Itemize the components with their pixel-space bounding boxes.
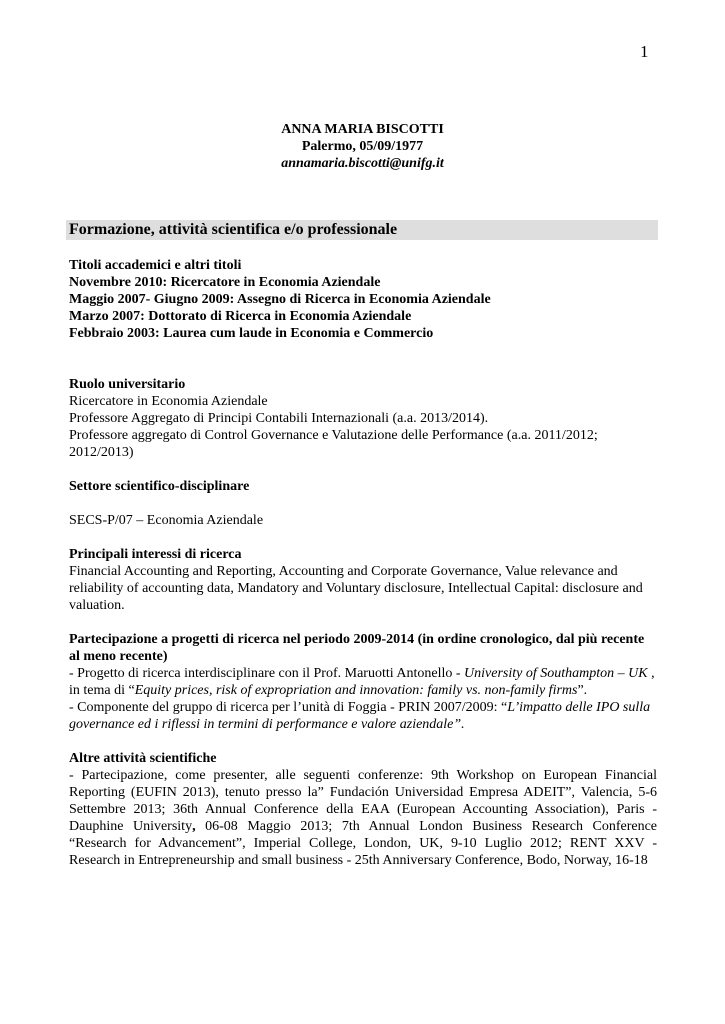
email-address: annamaria.biscotti@unifg.it [281, 156, 444, 171]
progetto-1 [69, 665, 657, 699]
cv-content [69, 257, 657, 869]
interessi-text: Financial Accounting and Reporting, Accounting and Corporate Governance, Value relevance and reliability of accounting data, Mandatory and Voluntary disclosure, Intellectual Capital: disclosure and valuation. [69, 564, 643, 613]
altre-heading: Altre attività scientifiche [69, 751, 217, 766]
ruolo-item: Professore aggregato di Control Governance e Valutazione delle Performance (a.a. 2011/2012; 2012/2013) [69, 428, 598, 460]
progetto-1-university: University of Southampton – UK [464, 666, 648, 681]
altre-text-part: , [192, 819, 196, 834]
progetti-heading: Partecipazione a progetti di ricerca nel periodo 2009-2014 (in ordine cronologico, dal più recente al meno recente) [69, 632, 645, 664]
altre-text [69, 767, 657, 869]
progetto-1-text: ”. [577, 683, 588, 698]
progetto-2-text: - Componente del gruppo di ricerca per l’unità di Foggia - PRIN 2007/2009: “ [69, 700, 508, 715]
ruolo-item: Ricercatore in Economia Aziendale [69, 394, 268, 409]
settore-heading: Settore scientifico-disciplinare [69, 479, 250, 494]
titoli-item: Maggio 2007- Giugno 2009: Assegno di Ricerca in Economia Aziendale [69, 292, 491, 307]
progetto-2 [69, 699, 657, 733]
progetto-2-topic: L’impatto delle IPO sulla governance ed i riflessi in termini di performance e valore aziendale”. [69, 700, 651, 732]
progetto-1-text: , in tema di “ [69, 666, 655, 698]
titoli-heading: Titoli accademici e altri titoli [69, 258, 242, 273]
person-name: ANNA MARIA BISCOTTI [281, 122, 444, 137]
titoli-item: Marzo 2007: Dottorato di Ricerca in Economia Aziendale [69, 309, 412, 324]
altre-text-part: - Partecipazione, come presenter, alle seguenti conferenze: 9th Workshop on European Financial Reporting (EUFIN 2013), tenuto presso la” Fundación Universidad Empresa ADEIT”, Valencia, 5-6 Settembre 2013; 36th Annual Conference della EAA (European Accounting Association), Paris - Dauphine University [69, 768, 657, 834]
ruolo-heading: Ruolo universitario [69, 377, 186, 392]
progetto-1-topic: Equity prices, risk of expropriation and innovation: family vs. non-family firms [134, 683, 578, 698]
settore-value: SECS-P/07 – Economia Aziendale [69, 513, 264, 528]
progetto-1-text: - Progetto di ricerca interdisciplinare con il Prof. Maruotti Antonello - [69, 666, 465, 681]
section-title-bar [66, 220, 658, 240]
titoli-item: Novembre 2010: Ricercatore in Economia Aziendale [69, 275, 381, 290]
altre-text-part: 06-08 Maggio 2013; 7th Annual London Business Research Conference “Research for Advancement”, Imperial College, London, UK, 9-10 Luglio 2012; RENT XXV - Research in Entrepreneurship and small business - 25th Anniversary Conference, Bodo, Norway, 16-18 [69, 819, 658, 868]
cv-header [0, 121, 725, 172]
titoli-item: Febbraio 2003: Laurea cum laude in Economia e Commercio [69, 326, 434, 341]
ruolo-item: Professore Aggregato di Principi Contabili Internazionali (a.a. 2013/2014). [69, 411, 489, 426]
section-title: Formazione, attività scientifica e/o professionale [69, 221, 398, 238]
birth-info: Palermo, 05/09/1977 [301, 139, 424, 154]
interessi-heading: Principali interessi di ricerca [69, 547, 242, 562]
page-number: 1 [640, 42, 649, 61]
